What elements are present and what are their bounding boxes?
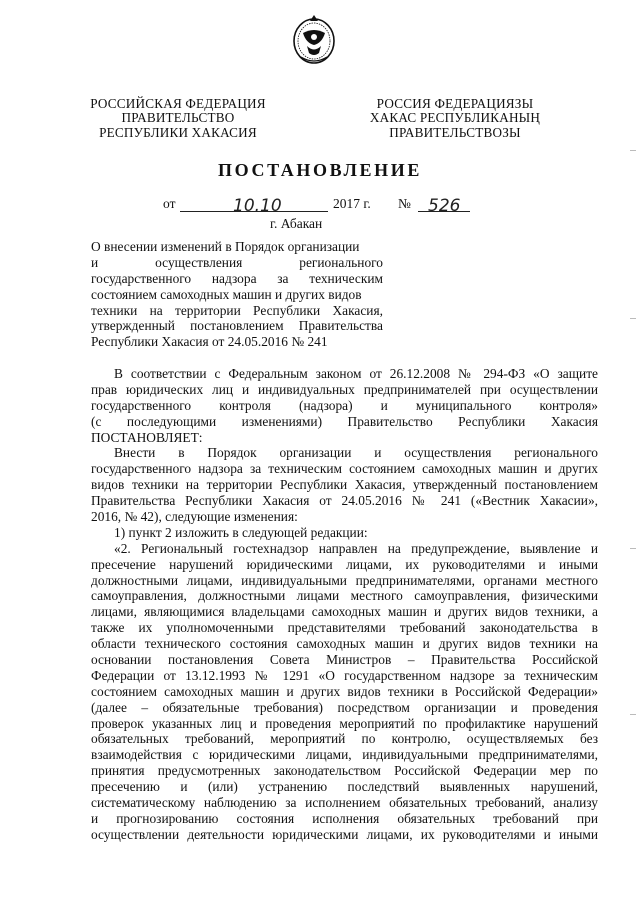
body-line: Правительства Республики Хакасия от 24.05.2016 № 241 («Вестник Хакасии», <box>91 493 598 509</box>
number-handwritten: 526 <box>428 196 461 216</box>
header-left-line: РОССИЙСКАЯ ФЕДЕРАЦИЯ <box>90 96 266 111</box>
body-line: области технического состояния самоходных машин и других видов техники на <box>91 636 598 652</box>
header-right-line: РОССИЯ ФЕДЕРАЦИЯЗЫ <box>376 96 534 111</box>
subject-line: состоянием самоходных машин и других видов <box>91 286 362 302</box>
body-line: пресечение нарушений юридическими лицами, их руководителями и иными <box>91 556 598 572</box>
body-line: состоянием самоходных машин и других видов техники в Российской Федерации» <box>91 683 598 699</box>
body-text <box>91 366 598 843</box>
body-line: «2. Региональный гостехнадзор направлен на предупреждение, выявление и <box>114 540 598 556</box>
body-line: (далее – обязательные требования) посредством организации и проведения <box>91 699 598 715</box>
date-number-row <box>0 196 640 216</box>
subject-line: техники на территории Республики Хакасия, <box>91 302 383 318</box>
header-right-line: ПРАВИТЕЛЬСТВОЗЫ <box>389 124 521 140</box>
subject-line: утвержденный постановлением Правительства <box>91 318 383 334</box>
date-handwritten: 10.10 <box>233 196 282 216</box>
subject-line: и осуществления регионального <box>91 254 383 270</box>
header-left-line: РЕСПУБЛИКИ ХАКАСИЯ <box>99 124 257 140</box>
subject-line: государственного надзора за техническим <box>91 270 383 286</box>
document-title: ПОСТАНОВЛЕНИЕ <box>218 160 422 180</box>
coat-of-arms-emblem <box>289 13 339 65</box>
subject-line: Республики Хакасия от 24.05.2016 № 241 <box>91 334 328 350</box>
body-line: Федерации от 13.12.1993 № 1291 «О государственном надзоре за техническим <box>91 667 598 683</box>
body-line: государственного надзора за техническим состоянием самоходных машин и других <box>91 461 598 477</box>
body-line: самоуправления, должностными лицами местного самоуправления, физическими <box>91 588 598 604</box>
body-line: принятия предусмотренных законодательством Российской Федерации мер по <box>91 763 598 779</box>
body-line: государственного контроля (надзора) и муниципального контроля» <box>91 397 598 413</box>
body-line: лицами, являющимися владельцами самоходных машин и других видов техники, а <box>91 604 598 620</box>
city-label: г. Абакан <box>270 216 323 231</box>
body-line: ПОСТАНОВЛЯЕТ: <box>91 429 203 445</box>
body-line: (с последующими изменениями) Правительство Республики Хакасия <box>91 413 598 429</box>
scan-mark <box>630 714 636 715</box>
year-label: 2017 г. <box>333 196 371 211</box>
scan-mark <box>630 548 636 549</box>
body-line: также их уполномоченными представителями требований законодательства в <box>91 620 598 636</box>
body-line: должностными лицами, индивидуальными предпринимателями, органами местного <box>91 572 598 588</box>
body-line: Внести в Порядок организации и осуществления регионального <box>114 445 598 461</box>
body-line: видов техники на территории Республики Хакасия, утвержденный постановлением <box>91 477 598 493</box>
subject-line: О внесении изменений в Порядок организации <box>91 239 360 254</box>
body-line: систематическому наблюдению за исполнением обязательных требований, анализу <box>91 795 598 811</box>
header-left <box>73 97 283 140</box>
scan-mark <box>630 150 636 151</box>
body-line: прав юридических лиц и индивидуальных предпринимателей при осуществлении <box>91 381 598 397</box>
header-right-line: ХАКАС РЕСПУБЛИКАНЫҢ <box>369 110 541 126</box>
body-line: В соответствии с Федеральным законом от 26.12.2008 № 294-ФЗ «О защите <box>114 366 598 381</box>
body-line: осуществлении деятельности юридическими лицами, их руководителями и иными <box>91 826 598 842</box>
body-line: и прогнозированию состояния исполнения обязательных требований при <box>91 810 598 826</box>
body-line: пресечению и (или) устранению последствий выявленных нарушений, <box>91 779 598 795</box>
body-line: основании постановления Совета Министров – Правительства Российской <box>91 652 598 668</box>
subject-block <box>91 239 383 350</box>
body-line: 2016, № 42), следующие изменения: <box>91 509 298 525</box>
date-from-label: от <box>163 196 176 211</box>
body-line: обязательных требований, мероприятий по контролю, осуществляемых без <box>91 731 598 747</box>
header-left-line: ПРАВИТЕЛЬСТВО <box>121 110 235 126</box>
body-line: 1) пункт 2 изложить в следующей редакции: <box>114 524 368 540</box>
number-sign: № <box>398 196 411 211</box>
scan-mark <box>630 318 636 319</box>
body-line: взаимодействия с юридическими лицами, индивидуальными предпринимателями, <box>91 747 598 763</box>
body-line: проверок указанных лиц и проведения мероприятий по профилактике нарушений <box>91 715 598 731</box>
header-right <box>350 97 560 140</box>
